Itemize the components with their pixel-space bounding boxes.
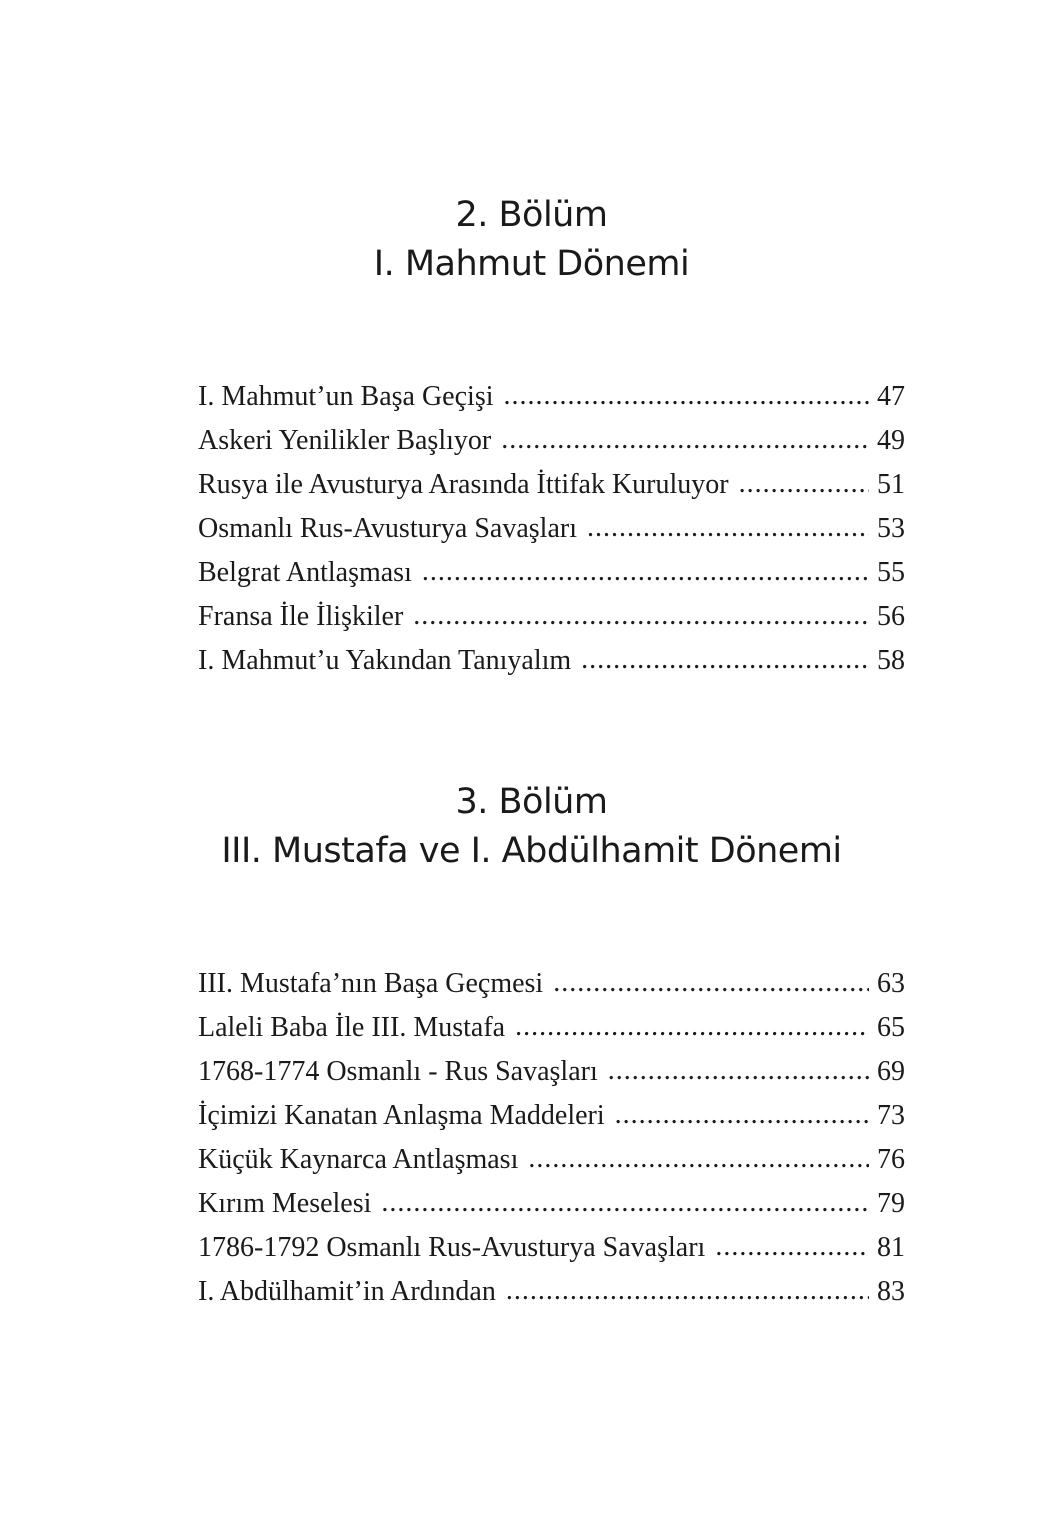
dot-leader: [581, 638, 869, 682]
toc-entry-page: 83: [877, 1276, 905, 1307]
toc-entry-title: Belgrat Antlaşması: [198, 557, 412, 588]
chapter-3-toc: [198, 962, 905, 1314]
toc-entry-page: 65: [877, 1012, 905, 1043]
dot-leader: [553, 961, 869, 1005]
chapter-number: 2. Bölüm: [455, 195, 608, 235]
dot-leader: [587, 506, 869, 550]
toc-entry-title: Osmanlı Rus-Avusturya Savaşları: [198, 513, 577, 544]
toc-entry-title: Fransa İle İlişkiler: [198, 601, 404, 632]
dot-leader: [528, 1137, 869, 1181]
toc-entry-page: 51: [877, 469, 905, 500]
dot-leader: [615, 1093, 869, 1137]
toc-entry-page: 53: [877, 513, 905, 544]
chapter-title: I. Mahmut Dönemi: [373, 244, 690, 284]
toc-entry-page: 58: [877, 645, 905, 676]
dot-leader: [381, 1181, 869, 1225]
dot-leader: [501, 418, 869, 462]
dot-leader: [422, 550, 869, 594]
toc-entry[interactable]: [198, 375, 905, 419]
toc-entry[interactable]: [198, 463, 905, 507]
dot-leader: [608, 1049, 869, 1093]
toc-entry-title: 1768-1774 Osmanlı - Rus Savaşları: [198, 1056, 598, 1087]
toc-entry-title: I. Mahmut’un Başa Geçişi: [198, 381, 494, 412]
toc-entry-title: İçimizi Kanatan Anlaşma Maddeleri: [198, 1100, 605, 1131]
dot-leader: [506, 1269, 869, 1313]
toc-entry-title: 1786-1792 Osmanlı Rus-Avusturya Savaşları: [198, 1232, 706, 1263]
toc-entry[interactable]: [198, 1226, 905, 1270]
toc-entry[interactable]: [198, 1182, 905, 1226]
toc-entry-title: Laleli Baba İle III. Mustafa: [198, 1012, 506, 1043]
toc-entry-page: 56: [877, 601, 905, 632]
toc-entry[interactable]: [198, 1270, 905, 1314]
toc-entry[interactable]: [198, 1006, 905, 1050]
toc-entry-title: Kırım Meselesi: [198, 1188, 372, 1219]
chapter-3-heading: [0, 778, 1063, 876]
toc-entry[interactable]: [198, 1138, 905, 1182]
toc-entry[interactable]: [198, 551, 905, 595]
toc-entry[interactable]: [198, 1050, 905, 1094]
toc-entry-page: 79: [877, 1188, 905, 1219]
dot-leader: [515, 1005, 869, 1049]
chapter-number: 3. Bölüm: [455, 782, 608, 822]
toc-entry[interactable]: [198, 639, 905, 683]
dot-leader: [715, 1225, 869, 1269]
toc-entry-page: 47: [877, 381, 905, 412]
toc-entry[interactable]: [198, 507, 905, 551]
chapter-2-heading: [0, 191, 1063, 289]
toc-entry-page: 49: [877, 425, 905, 456]
toc-entry-page: 76: [877, 1144, 905, 1175]
toc-entry-title: I. Mahmut’u Yakından Tanıyalım: [198, 645, 572, 676]
toc-entry-page: 55: [877, 557, 905, 588]
toc-entry-title: I. Abdülhamit’in Ardından: [198, 1276, 496, 1307]
toc-entry-title: Küçük Kaynarca Antlaşması: [198, 1144, 519, 1175]
dot-leader: [413, 594, 869, 638]
toc-entry-page: 63: [877, 968, 905, 999]
toc-entry-page: 81: [877, 1232, 905, 1263]
toc-entry-title: Rusya ile Avusturya Arasında İttifak Kuruluyor: [198, 469, 729, 500]
dot-leader: [739, 462, 869, 506]
toc-entry[interactable]: [198, 595, 905, 639]
toc-entry[interactable]: [198, 1094, 905, 1138]
toc-entry-page: 73: [877, 1100, 905, 1131]
toc-entry-title: Askeri Yenilikler Başlıyor: [198, 425, 492, 456]
chapter-2-toc: [198, 375, 905, 683]
toc-entry[interactable]: [198, 962, 905, 1006]
dot-leader: [504, 374, 870, 418]
toc-entry-title: III. Mustafa’nın Başa Geçmesi: [198, 968, 544, 999]
toc-entry[interactable]: [198, 419, 905, 463]
chapter-title: III. Mustafa ve I. Abdülhamit Dönemi: [221, 831, 842, 871]
toc-entry-page: 69: [877, 1056, 905, 1087]
